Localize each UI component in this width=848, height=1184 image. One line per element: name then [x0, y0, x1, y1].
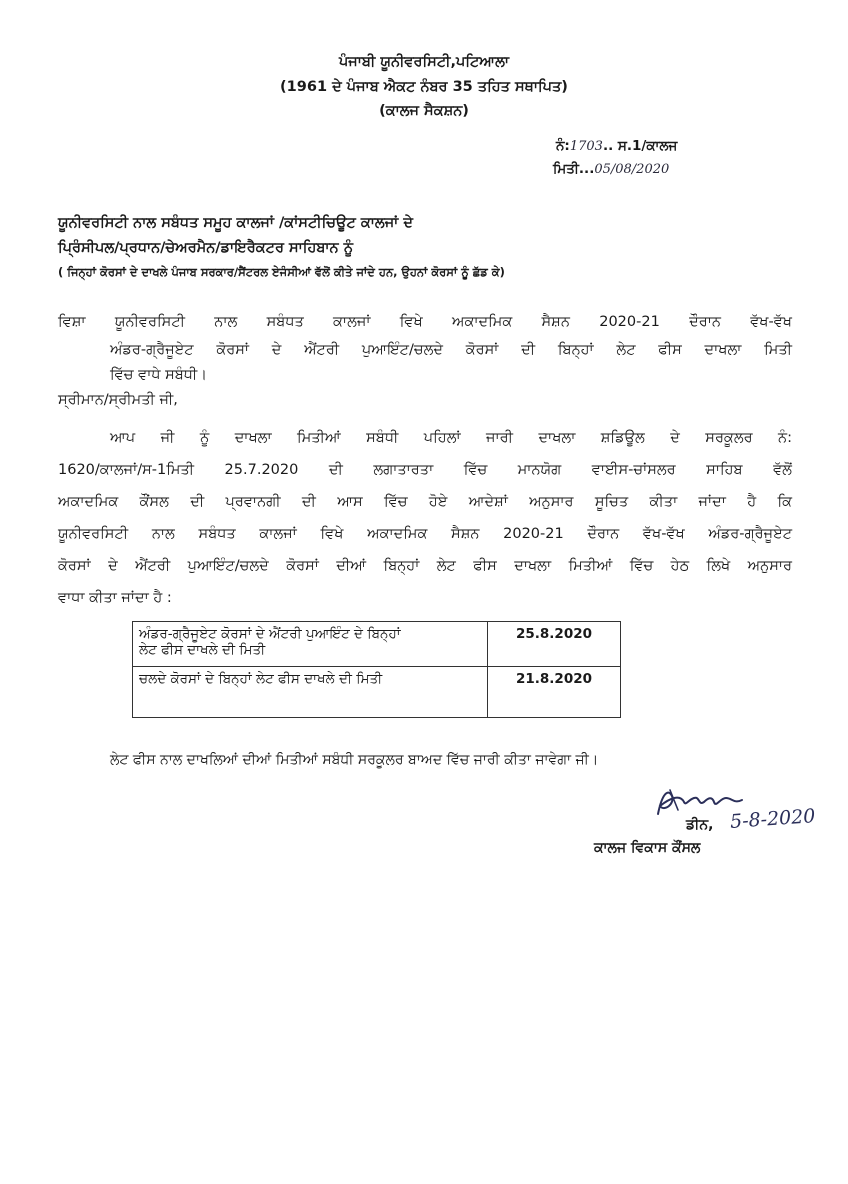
- reference-number-handwritten: 1703: [569, 139, 603, 154]
- subject-line-2: ਅੰਡਰ-ਗ੍ਰੈਜੂਏਟ ਕੋਰਸਾਂ ਦੇ ਐਂਟਰੀ ਪੁਆਇੰਟ/ਚਲਦੇ ਕੋਰਸਾਂ ਦੀ ਬਿਨ੍ਹਾਂ ਲੇਟ ਫੀਸ ਦਾਖਲਾ ਮਿਤੀ: [110, 342, 792, 358]
- admission-dates-table: [132, 621, 621, 718]
- table-row-1-label-line-1: ਅੰਡਰ-ਗ੍ਰੈਜੂਏਟ ਕੋਰਸਾਂ ਦੇ ਐਂਟਰੀ ਪੁਆਇੰਟ ਦੇ ਬਿਨ੍ਹਾਂ: [139, 626, 401, 642]
- reference-number: ਨੰ:1703.. ਸ.1/ਕਾਲਜ: [556, 138, 678, 154]
- table-cell-label: [133, 667, 488, 718]
- body-line-2: 1620/ਕਾਲਜਾਂ/ਸ-1ਮਿਤੀ 25.7.2020 ਦੀ ਲਗਾਤਾਰਤਾ ਵਿੱਚ ਮਾਨਯੋਗ ਵਾਈਸ-ਚਾਂਸਲਰ ਸਾਹਿਬ ਵੱਲੋਂ: [58, 462, 792, 478]
- table-row-1-label-line-2: ਲੇਟ ਫੀਸ ਦਾਖਲੇ ਦੀ ਮਿਤੀ: [139, 642, 266, 658]
- reference-number-suffix: ਸ.1/ਕਾਲਜ: [617, 138, 678, 154]
- handwritten-date: 5-8-2020: [729, 805, 817, 833]
- table-row: [133, 667, 621, 718]
- salutation: ਸ੍ਰੀਮਾਨ/ਸ੍ਰੀਮਤੀ ਜੀ,: [58, 392, 178, 408]
- dean-title: ਡੀਨ,: [686, 817, 714, 833]
- reference-date: [553, 161, 669, 177]
- table-cell-date: 21.8.2020: [488, 667, 621, 718]
- addressee-note: ( ਜਿਨ੍ਹਾਂ ਕੋਰਸਾਂ ਦੇ ਦਾਖਲੇ ਪੰਜਾਬ ਸਰਕਾਰ/ਸੈਂਟਰਲ ਏਜੰਸੀਆਂ ਵੱਲੋਂ ਕੀਤੇ ਜਾਂਦੇ ਹਨ, ਉਹਨਾਂ ਕੋਰਸਾਂ ਨੂੰ ਛੱਡ ਕੇ): [58, 265, 505, 279]
- table-cell-date: 25.8.2020: [488, 622, 621, 667]
- subject-line-1: ਵਿਸ਼ਾ ਯੂਨੀਵਰਸਿਟੀ ਨਾਲ ਸਬੰਧਤ ਕਾਲਜਾਂ ਵਿਖੇ ਅਕਾਦਮਿਕ ਸੈਸ਼ਨ 2020-21 ਦੌਰਾਨ ਵੱਖ-ਵੱਖ: [58, 314, 792, 330]
- reference-number-label: ਨੰ:: [556, 138, 570, 154]
- closing-line: ਲੇਟ ਫੀਸ ਨਾਲ ਦਾਖਲਿਆਂ ਦੀਆਂ ਮਿਤੀਆਂ ਸਬੰਧੀ ਸਰਕੂਲਰ ਬਾਅਦ ਵਿੱਚ ਜਾਰੀ ਕੀਤਾ ਜਾਵੇਗਾ ਜੀ।: [110, 752, 599, 768]
- body-line-5: ਕੋਰਸਾਂ ਦੇ ਐਂਟਰੀ ਪੁਆਇੰਟ/ਚਲਦੇ ਕੋਰਸਾਂ ਦੀਆਂ ਬਿਨ੍ਹਾਂ ਲੇਟ ਫੀਸ ਦਾਖਲਾ ਮਿਤੀਆਂ ਵਿੱਚ ਹੇਠ ਲਿਖੇ ਅਨੁਸਾਰ: [58, 558, 792, 574]
- signatory-office: ਕਾਲਜ ਵਿਕਾਸ ਕੌਂਸਲ: [594, 840, 701, 856]
- table-cell-label: [133, 622, 488, 667]
- table-row: [133, 622, 621, 667]
- subject-line-3: ਵਿੱਚ ਵਾਧੇ ਸਬੰਧੀ।: [110, 367, 208, 383]
- reference-date-handwritten: 05/08/2020: [594, 162, 670, 177]
- table-row-2-label-line-1: ਚਲਦੇ ਕੋਰਸਾਂ ਦੇ ਬਿਨ੍ਹਾਂ ਲੇਟ ਫੀਸ ਦਾਖਲੇ ਦੀ ਮਿਤੀ: [139, 671, 383, 687]
- body-line-1: ਆਪ ਜੀ ਨੂੰ ਦਾਖਲਾ ਮਿਤੀਆਂ ਸਬੰਧੀ ਪਹਿਲਾਂ ਜਾਰੀ ਦਾਖਲਾ ਸ਼ਡਿਊਲ ਦੇ ਸਰਕੂਲਰ ਨੰ:: [110, 430, 792, 446]
- addressee-line-2: ਪ੍ਰਿੰਸੀਪਲ/ਪ੍ਰਧਾਨ/ਚੇਅਰਮੈਨ/ਡਾਇਰੈਕਟਰ ਸਾਹਿਬਾਨ ਨੂੰ: [58, 240, 354, 256]
- body-line-3: ਅਕਾਦਮਿਕ ਕੌਂਸਲ ਦੀ ਪ੍ਰਵਾਨਗੀ ਦੀ ਆਸ ਵਿੱਚ ਹੋਏ ਆਦੇਸ਼ਾਂ ਅਨੁਸਾਰ ਸੂਚਿਤ ਕੀਤਾ ਜਾਂਦਾ ਹੈ ਕਿ: [58, 494, 792, 510]
- section-name: (ਕਾਲਜ ਸੈਕਸ਼ਨ): [379, 103, 469, 119]
- reference-date-label: ਮਿਤੀ...: [553, 161, 595, 177]
- body-line-6: ਵਾਧਾ ਕੀਤਾ ਜਾਂਦਾ ਹੈ :: [58, 590, 172, 606]
- addressee-line-1: ਯੂਨੀਵਰਸਿਟੀ ਨਾਲ ਸਬੰਧਤ ਸਮੂਹ ਕਾਲਜਾਂ /ਕਾਂਸਟੀਚਿਊਟ ਕਾਲਜਾਂ ਦੇ: [58, 215, 413, 231]
- body-line-4: ਯੂਨੀਵਰਸਿਟੀ ਨਾਲ ਸਬੰਧਤ ਕਾਲਜਾਂ ਵਿਖੇ ਅਕਾਦਮਿਕ ਸੈਸ਼ਨ 2020-21 ਦੌਰਾਨ ਵੱਖ-ਵੱਖ ਅੰਡਰ-ਗ੍ਰੈਜੂਏਟ: [58, 526, 792, 542]
- establishment-act: (1961 ਦੇ ਪੰਜਾਬ ਐਕਟ ਨੰਬਰ 35 ਤਹਿਤ ਸਥਾਪਿਤ): [280, 79, 568, 95]
- university-name: ਪੰਜਾਬੀ ਯੂਨੀਵਰਸਿਟੀ,ਪਟਿਆਲਾ: [338, 54, 510, 70]
